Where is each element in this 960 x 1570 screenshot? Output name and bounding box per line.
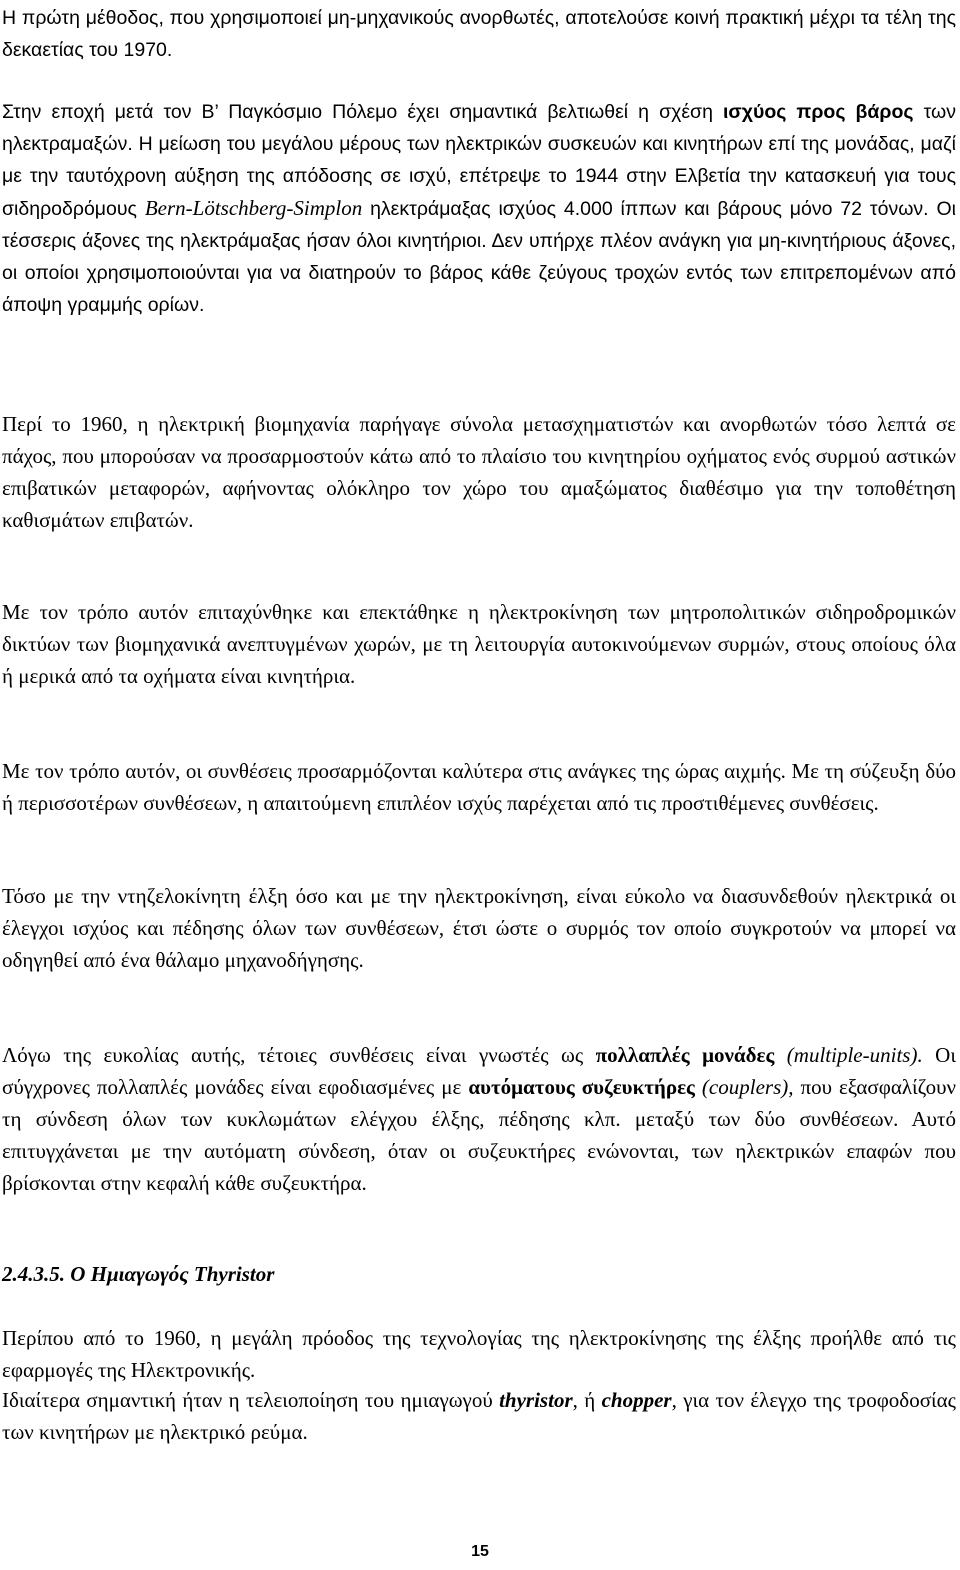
paragraph-4: Με τον τρόπο αυτόν επιταχύνθηκε και επεκτάθηκε η ηλεκτροκίνηση των μητροπολιτικών σιδηροδρομικών δικτύων των βιομηχανικά ανεπτυγμένων χωρών, με τη λειτουργία αυτοκινούμενων συρμών, στους οποίους όλα ή μερικά από τα οχήματα είναι κινητήρια.	[2, 600, 956, 688]
p2-text-e: ηλεκτράμαξας ισχύος 4.000 ίππων και βάρους μόνο 72 τόνων. Οι τέσσερις άξονες της ηλεκτράμαξας ήσαν όλοι κινητήριοι. Δεν υπήρχε πλέον ανάγκη για μη-κινητήριους άξονες, οι οποίοι χρησιμοποιούνται για να διατηρούν το βάρος κάθε ζεύγους τροχών εντός των επιτρεπομένων από άποψη γραμμής ορίων.	[2, 198, 956, 316]
p2-bold-power-weight: ισχύος προς βάρος	[722, 101, 914, 123]
paragraph-3: Περί το 1960, η ηλεκτρική βιομηχανία παρήγαγε σύνολα μετασχηματιστών και ανορθωτών τόσο λεπτά σε πάχος, που μπορούσαν να προσαρμοστούν κάτω από το πλαίσιο του κινητηρίου οχήματος ενός συρμού αστικών επιβατικών μεταφορών, αφήνοντας ολόκληρο τον χώρο του αμαξώματος διαθέσιμο για την τοποθέτηση καθισμάτων επιβατών.	[2, 412, 956, 532]
p7-italic-multiple-units: (multiple-units).	[774, 1043, 923, 1067]
p2-italic-railway: Bern-Lötschberg-Simplon	[144, 196, 363, 220]
p9-text-e: , για τον έλεγχο της τροφοδοσίας των κινητήρων με ηλεκτρικό ρεύμα.	[2, 1388, 956, 1444]
section-heading: 2.4.3.5. Ο Ημιαγωγός Thyristor	[2, 1262, 275, 1286]
p7-bold-couplers: αυτόματους συζευκτήρες	[468, 1075, 695, 1099]
p9-text-c: , ή	[572, 1388, 602, 1412]
p2-text-c: των ηλεκτραμαξών. Η μείωση του μεγάλου μέρους των ηλεκτρικών συσκευών και κινητήρων επί της μονάδας, μαζί με την ταυτόχρονη αύξηση της απόδοσης σε ισχύ, επέτρεψε το 1944 στην Ελβετία την κατασκευή για τους σιδηροδρόμους	[2, 101, 956, 220]
p9-thyristor: thyristor	[499, 1388, 573, 1412]
p7-text-a: Λόγω της ευκολίας αυτής, τέτοιες συνθέσεις είναι γνωστές ως	[2, 1043, 596, 1067]
paragraph-8: Περίπου από το 1960, η μεγάλη πρόοδος της τεχνολογίας της ηλεκτροκίνησης της έλξης προήλθε από τις εφαρμογές της Ηλεκτρονικής.	[2, 1326, 956, 1382]
p7-text-g: που εξασφαλίζουν τη σύνδεση όλων των κυκλωμάτων ελέγχου έλξης, πέδησης κλπ. μεταξύ των δύο συνθέσεων. Αυτό επιτυγχάνεται με την αυτόματη σύνδεση, όταν οι συζευκτήρες ενώνονται, των ηλεκτρικών επαφών που βρίσκονται στην κεφαλή κάθε συζευκτήρα.	[2, 1075, 956, 1195]
paragraph-6: Τόσο με την ντηζελοκίνητη έλξη όσο και με την ηλεκτροκίνηση, είναι εύκολο να διασυνδεθούν ηλεκτρικά οι έλεγχοι ισχύος και πέδησης όλων των συνθέσεων, έτσι ώστε ο συρμός τον οποίο συγκροτούν να μπορεί να οδηγηθεί από ένα θάλαμο μηχανοδήγησης.	[2, 884, 956, 972]
p7-bold-multiple-units: πολλαπλές μονάδες	[595, 1043, 775, 1067]
paragraph-2	[2, 96, 956, 321]
paragraph-7	[2, 1039, 956, 1199]
p7-text-d: Οι σύγχρονες πολλαπλές μονάδες είναι εφοδιασμένες με	[2, 1043, 956, 1099]
p9-text-a: Ιδιαίτερα σημαντική ήταν η τελειοποίηση του ημιαγωγού	[2, 1388, 500, 1412]
p2-text-a: Στην εποχή μετά τον Β’ Παγκόσμιο Πόλεμο έχει σημαντικά βελτιωθεί η σχέση	[2, 101, 723, 123]
paragraph-5: Με τον τρόπο αυτόν, οι συνθέσεις προσαρμόζονται καλύτερα στις ανάγκες της ώρας αιχμής. Με τη σύζευξη δύο ή περισσοτέρων συνθέσεων, η απαιτούμενη επιπλέον ισχύς παρέχεται από τις προστιθέμενες συνθέσεις.	[2, 759, 956, 815]
p7-italic-couplers: (couplers),	[694, 1075, 794, 1099]
paragraph-9	[2, 1384, 956, 1448]
p9-chopper: chopper	[601, 1388, 672, 1412]
paragraph-1: Η πρώτη μέθοδος, που χρησιμοποιεί μη-μηχανικούς ανορθωτές, αποτελούσε κοινή πρακτική μέχρι τα τέλη της δεκαετίας του 1970.	[2, 7, 956, 61]
page-number: 15	[471, 1543, 489, 1560]
